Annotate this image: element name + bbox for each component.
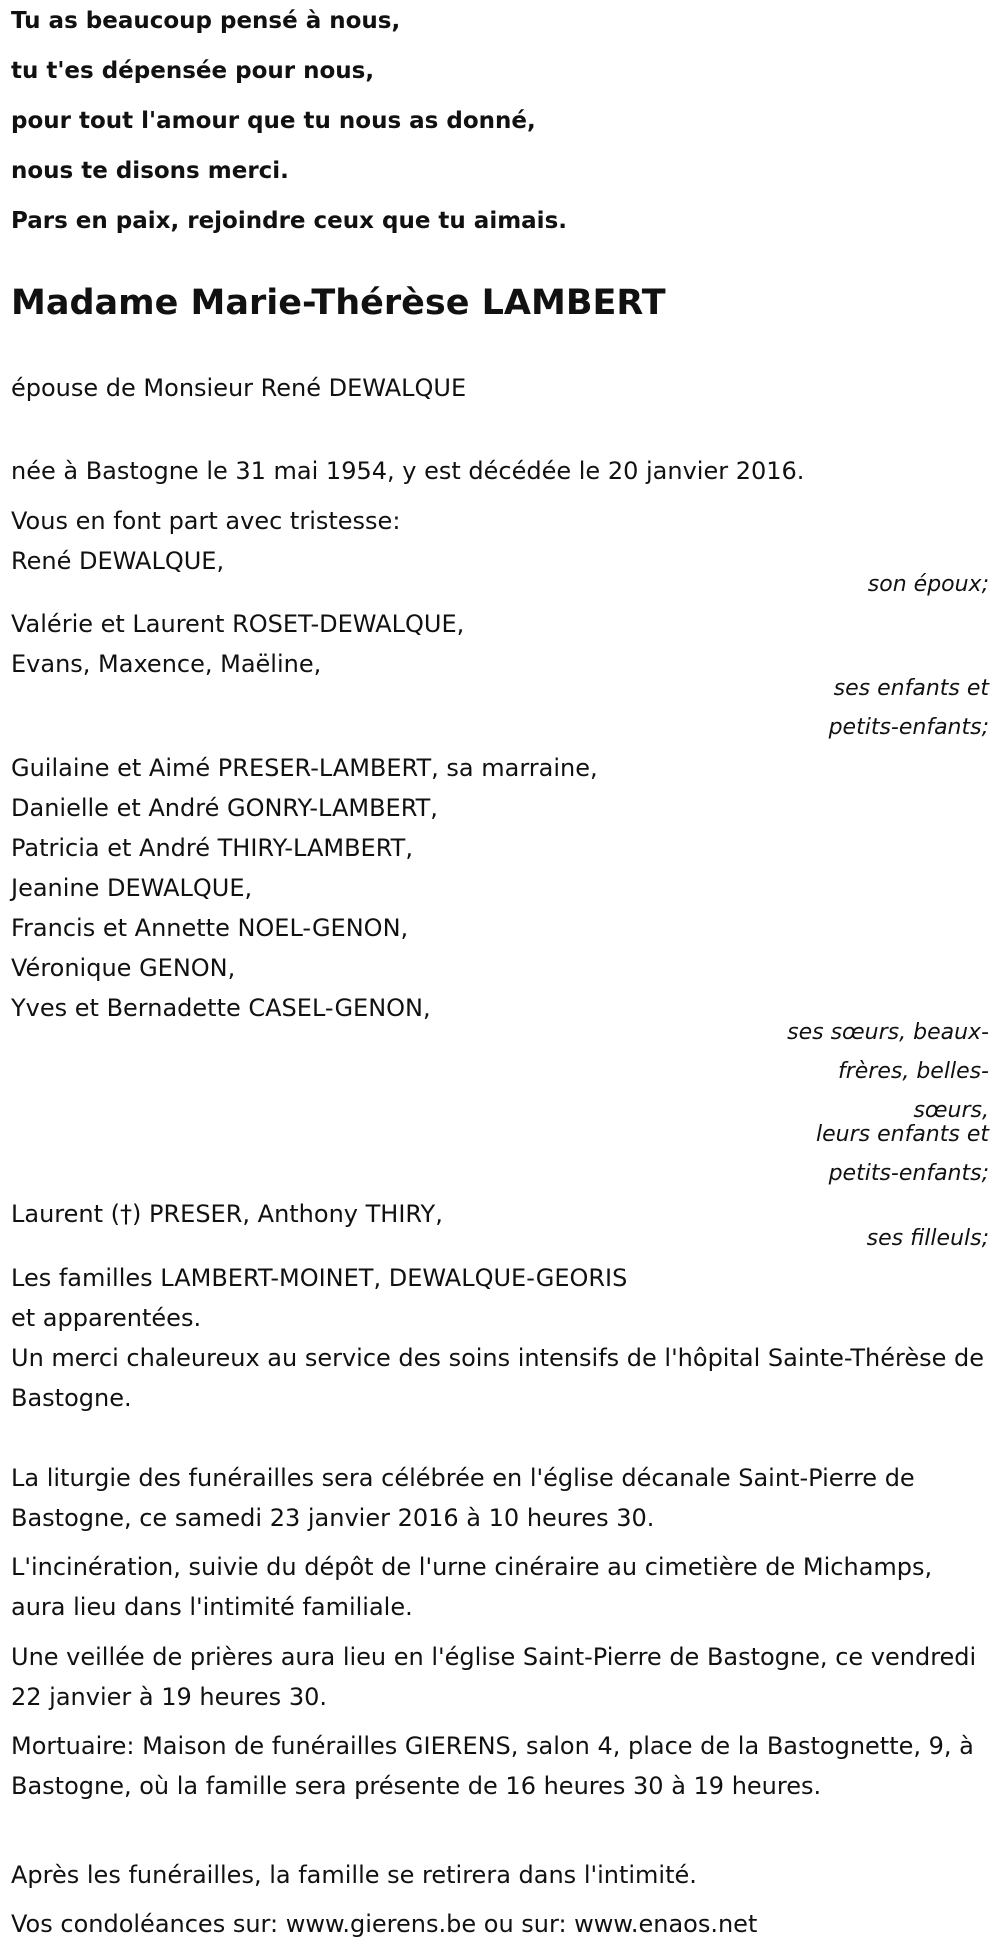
relation-label: son époux; bbox=[867, 572, 989, 597]
family-name-line: Valérie et Laurent ROSET-DEWALQUE, bbox=[11, 610, 465, 638]
family-name-line: Laurent (†) PRESER, Anthony THIRY, bbox=[11, 1200, 443, 1228]
cremation-paragraph: L'incinération, suivie du dépôt de l'urne cinéraire au cimetière de Michamps, aura lieu dans l'intimité familiale. bbox=[11, 1553, 933, 1621]
condolences-paragraph: Vos condoléances sur: www.gierens.be ou sur: www.enaos.net bbox=[11, 1910, 758, 1938]
relation-label: ses filleuls; bbox=[866, 1226, 989, 1251]
family-name-line: Jeanine DEWALQUE, bbox=[11, 874, 253, 902]
family-name-line: Guilaine et Aimé PRESER-LAMBERT, sa marraine, bbox=[11, 754, 598, 782]
birth-death-line: née à Bastogne le 31 mai 1954, y est décédée le 20 janvier 2016. bbox=[11, 457, 805, 485]
announcement-intro: Vous en font part avec tristesse: bbox=[11, 507, 401, 535]
deceased-name: Madame Marie-Thérèse LAMBERT bbox=[11, 283, 666, 323]
family-name-line: Yves et Bernadette CASEL-GENON, bbox=[11, 994, 431, 1022]
family-name-line: René DEWALQUE, bbox=[11, 547, 225, 575]
family-name-line: et apparentées. bbox=[11, 1304, 202, 1332]
family-name-line: Véronique GENON, bbox=[11, 954, 236, 982]
verse-line-1: Tu as beaucoup pensé à nous, bbox=[11, 8, 401, 34]
verse-line-5: Pars en paix, rejoindre ceux que tu aimais. bbox=[11, 208, 567, 234]
verse-line-2: tu t'es dépensée pour nous, bbox=[11, 58, 375, 84]
relation-label: ses sœurs, beaux- bbox=[787, 1020, 989, 1045]
liturgy-paragraph: La liturgie des funérailles sera célébrée en l'église décanale Saint-Pierre de Bastogne, ce samedi 23 janvier 2016 à 10 heures 30. bbox=[11, 1464, 915, 1532]
mortuary-paragraph: Mortuaire: Maison de funérailles GIERENS, salon 4, place de la Bastognette, 9, à Bastogne, où la famille sera présente de 16 heures 30 à 19 heures. bbox=[11, 1732, 974, 1800]
after-funeral-paragraph: Après les funérailles, la famille se retirera dans l'intimité. bbox=[11, 1861, 697, 1889]
thanks-paragraph: Un merci chaleureux au service des soins intensifs de l'hôpital Sainte-Thérèse de Bastogne. bbox=[11, 1344, 984, 1412]
spouse-line: épouse de Monsieur René DEWALQUE bbox=[11, 374, 467, 402]
family-name-line: Patricia et André THIRY-LAMBERT, bbox=[11, 834, 413, 862]
vigil-paragraph: Une veillée de prières aura lieu en l'église Saint-Pierre de Bastogne, ce vendredi 22 janvier à 19 heures 30. bbox=[11, 1643, 977, 1711]
family-name-line: Les familles LAMBERT-MOINET, DEWALQUE-GEORIS bbox=[11, 1264, 628, 1292]
relation-label: frères, belles- bbox=[837, 1059, 989, 1084]
relation-label: petits-enfants; bbox=[828, 1161, 989, 1186]
family-name-line: Evans, Maxence, Maëline, bbox=[11, 650, 322, 678]
verse-line-4: nous te disons merci. bbox=[11, 158, 289, 184]
relation-label: petits-enfants; bbox=[828, 715, 989, 740]
verse-line-3: pour tout l'amour que tu nous as donné, bbox=[11, 108, 536, 134]
relation-label: leurs enfants et bbox=[816, 1122, 989, 1147]
family-name-line: Danielle et André GONRY-LAMBERT, bbox=[11, 794, 438, 822]
relation-label: sœurs, bbox=[913, 1098, 989, 1123]
relation-label: ses enfants et bbox=[833, 676, 989, 701]
family-name-line: Francis et Annette NOEL-GENON, bbox=[11, 914, 409, 942]
